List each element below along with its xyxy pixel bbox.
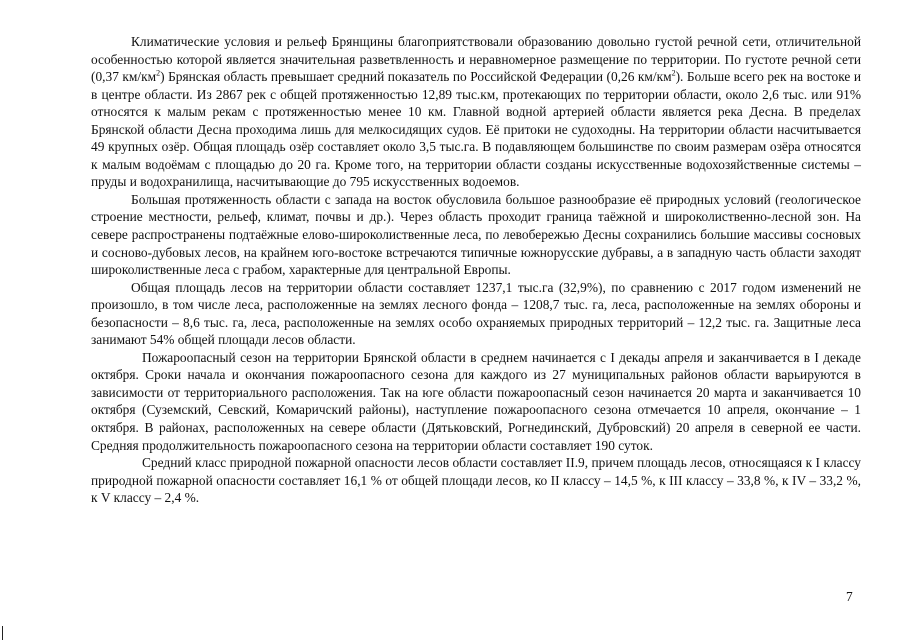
scan-edge-mark: [2, 626, 3, 640]
paragraph-rivers-text-2: ) Брянская область превышает средний показатель по Российской Федерации (0,26 км/км: [160, 69, 672, 85]
page-number: 7: [846, 589, 853, 604]
paragraph-fire-danger-class: Средний класс природной пожарной опасности лесов области составляет II.9, причем площадь лесов, относящаяся к I классу природной пожарной опасности составляет 16,1 % от общей площади лесов, ко II классу – 14,5 %, к III классу – 33,8 %, к IV – 33,2 %, к V классу – 2,4 %.: [91, 455, 861, 506]
paragraph-rivers-text-3: ). Больше всего рек на востоке и в центре области. Из 2867 рек с общей протяженностью 12,89 тыс.км, протекающих по территории области, около 2,6 тыс. или 91% относятся к малым рекам с протяженностью менее 10 км. Главной водной артерией области является река Десна. В пределах Брянской области Десна проходима лишь для мелкосидящих судов. Её притоки не судоходны. На территории области насчитывается 49 крупных озёр. Общая площадь озёр составляет около 3,5 тыс.га. В подавляющем большинстве по своим размерам озёра относятся к малым водоёмам с площадью до 20 га. Кроме того, на территории области созданы искусственные водохозяйственные системы – пруды и водохранилища, насчитывающие до 795 искусственных водоемов.: [91, 69, 861, 190]
paragraph-forest-area: Общая площадь лесов на территории области составляет 1237,1 тыс.га (32,9%), по сравнению с 2017 годом изменений не произошло, в том числе леса, расположенные на землях лесного фонда – 1208,7 тыс. га, леса, расположенные на землях обороны и безопасности – 8,6 тыс. га, леса, расположенные на землях особо охраняемых природных территорий – 12,2 тыс. га. Защитные леса занимают 54% общей площади лесов области.: [91, 279, 861, 348]
paragraph-natural-zones: Большая протяженность области с запада на восток обусловила большое разнообразие её природных условий (геологическое строение местности, рельеф, климат, почвы и др.). Через область проходит граница таёжной и широколиственно-лесной зон. На севере распространены подтаёжные елово-широколиственные леса, по левобережью Десны сохранились большие массивы сосновых и сосново-дубовых лесов, на крайнем юго-востоке встречаются типичные южнорусские дубравы, а в западную часть области заходят широколиственные леса с грабом, характерные для центральной Европы.: [91, 191, 861, 278]
paragraph-rivers: [91, 33, 861, 191]
superscript-squared: 2: [156, 68, 161, 78]
document-body: [91, 33, 861, 507]
superscript-squared: 2: [671, 68, 676, 78]
paragraph-fire-season: Пожароопасный сезон на территории Брянской области в среднем начинается с I декады апреля и заканчивается в I декаде октября. Сроки начала и окончания пожароопасного сезона для каждого из 27 муниципальных районов области варьируются в зависимости от территориального расположения. Так на юге области пожароопасный сезон начинается 20 марта и заканчивается 10 октября (Суземский, Севский, Комаричский районы), наступление пожароопасного сезона отмечается 10 апреля, окончание – 1 октября. В районах, расположенных на севере области (Дятьковский, Рогнединский, Дубровский) 20 апреля в северной ее части. Средняя продолжительность пожароопасного сезона на территории области составляет 190 суток.: [91, 349, 861, 453]
paragraph-rivers-text-1: Климатические условия и рельеф Брянщины благоприятствовали образованию довольно густой речной сети, отличительной особенностью которой является значительная разветвленность и неравномерное размещение по территории. По густоте речной сети (0,37 км/км: [91, 34, 861, 85]
